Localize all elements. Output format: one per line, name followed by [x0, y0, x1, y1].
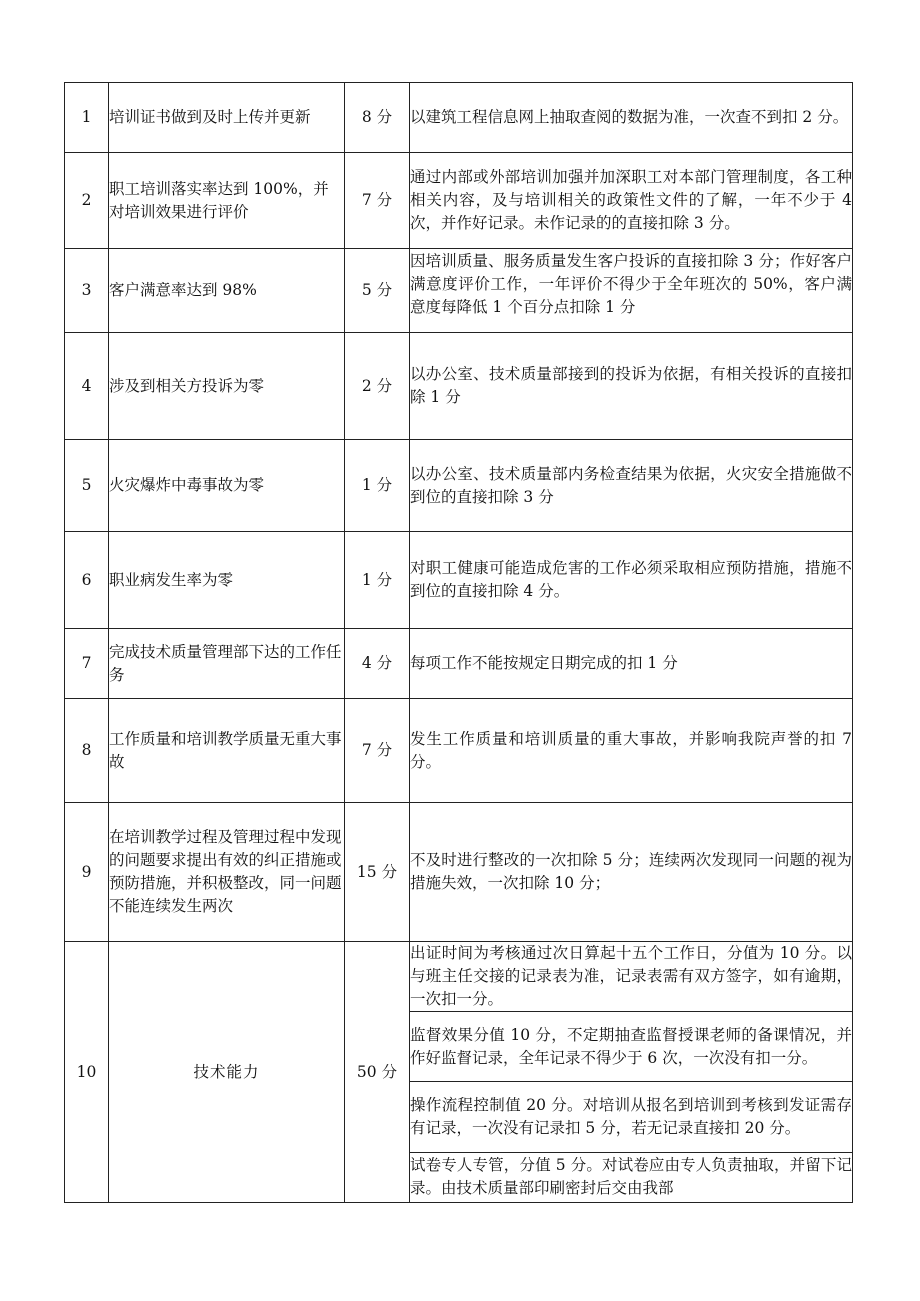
scoring-criteria: 因培训质量、服务质量发生客户投诉的直接扣除 3 分；作好客户满意度评价工作，一年评价不得少于全年班次的 50%，客户满意度每降低 1 个百分点扣除 1 分 — [410, 251, 852, 316]
score-value: 8 分 — [345, 83, 410, 153]
assessment-item: 涉及到相关方投诉为零 — [109, 333, 345, 440]
scoring-criteria: 试卷专人专管，分值 5 分。对试卷应由专人负责抽取，并留下记录。由技术质量部印刷密封后交由我部 — [410, 1155, 852, 1197]
table-row — [65, 942, 853, 1012]
scoring-criteria: 不及时进行整改的一次扣除 5 分；连续两次发现同一问题的视为措施失效，一次扣除 10 分； — [410, 803, 853, 942]
scoring-criteria: 操作流程控制值 20 分。对培训从报名到培训到考核到发证需存有记录，一次没有记录扣 5 分，若无记录直接扣 20 分。 — [410, 1082, 853, 1153]
row-number: 3 — [65, 249, 109, 333]
row-number: 9 — [65, 803, 109, 942]
row-number: 10 — [65, 942, 109, 1203]
assessment-table — [64, 82, 853, 1203]
assessment-item: 火灾爆炸中毒事故为零 — [109, 440, 345, 532]
score-value: 50 分 — [345, 942, 410, 1203]
scoring-criteria: 发生工作质量和培训质量的重大事故，并影响我院声誉的扣 7 分。 — [410, 699, 853, 803]
table-row — [65, 803, 853, 942]
score-value: 1 分 — [345, 532, 410, 629]
assessment-item: 在培训教学过程及管理过程中发现的问题要求提出有效的纠正措施或预防措施，并积极整改，同一问题不能连续发生两次 — [109, 803, 345, 942]
scoring-criteria: 对职工健康可能造成危害的工作必须采取相应预防措施，措施不到位的直接扣除 4 分。 — [410, 532, 853, 629]
table-row — [65, 249, 853, 333]
assessment-item: 工作质量和培训教学质量无重大事故 — [109, 699, 345, 803]
scoring-criteria: 通过内部或外部培训加强并加深职工对本部门管理制度，各工种相关内容，及与培训相关的政策性文件的了解，一年不少于 4 次，并作好记录。未作记录的的直接扣除 3 分。 — [410, 153, 853, 249]
assessment-item: 客户满意率达到 98% — [109, 249, 345, 333]
row-number: 4 — [65, 333, 109, 440]
score-value: 1 分 — [345, 440, 410, 532]
table-row — [65, 629, 853, 699]
row-number: 7 — [65, 629, 109, 699]
score-value: 5 分 — [345, 249, 410, 333]
table-row — [65, 699, 853, 803]
score-value: 4 分 — [345, 629, 410, 699]
scoring-criteria: 以建筑工程信息网上抽取查阅的数据为准，一次查不到扣 2 分。 — [410, 83, 853, 153]
row-number: 6 — [65, 532, 109, 629]
scoring-criteria: 以办公室、技术质量部接到的投诉为依据，有相关投诉的直接扣除 1 分 — [410, 333, 853, 440]
table-row — [65, 440, 853, 532]
assessment-item: 职工培训落实率达到 100%，并对培训效果进行评价 — [109, 153, 345, 249]
row-number: 1 — [65, 83, 109, 153]
row-number: 2 — [65, 153, 109, 249]
scoring-criteria-cell — [410, 1153, 853, 1203]
table-row — [65, 83, 853, 153]
table-row — [65, 333, 853, 440]
score-value: 7 分 — [345, 153, 410, 249]
scoring-criteria: 出证时间为考核通过次日算起十五个工作日，分值为 10 分。以与班主任交接的记录表为准，记录表需有双方签字，如有逾期，一次扣一分。 — [410, 942, 853, 1012]
assessment-item: 职业病发生率为零 — [109, 532, 345, 629]
assessment-item: 技术能力 — [109, 942, 345, 1203]
table-row — [65, 532, 853, 629]
row-number: 5 — [65, 440, 109, 532]
score-value: 15 分 — [345, 803, 410, 942]
scoring-criteria: 以办公室、技术质量部内务检查结果为依据，火灾安全措施做不到位的直接扣除 3 分 — [410, 440, 853, 532]
scoring-criteria-cell — [410, 249, 853, 333]
score-value: 2 分 — [345, 333, 410, 440]
table-row — [65, 153, 853, 249]
scoring-criteria: 每项工作不能按规定日期完成的扣 1 分 — [410, 629, 853, 699]
score-value: 7 分 — [345, 699, 410, 803]
assessment-item: 培训证书做到及时上传并更新 — [109, 83, 345, 153]
scoring-criteria: 监督效果分值 10 分，不定期抽查监督授课老师的备课情况，并作好监督记录，全年记录不得少于 6 次，一次没有扣一分。 — [410, 1012, 853, 1082]
assessment-item: 完成技术质量管理部下达的工作任务 — [109, 629, 345, 699]
row-number: 8 — [65, 699, 109, 803]
